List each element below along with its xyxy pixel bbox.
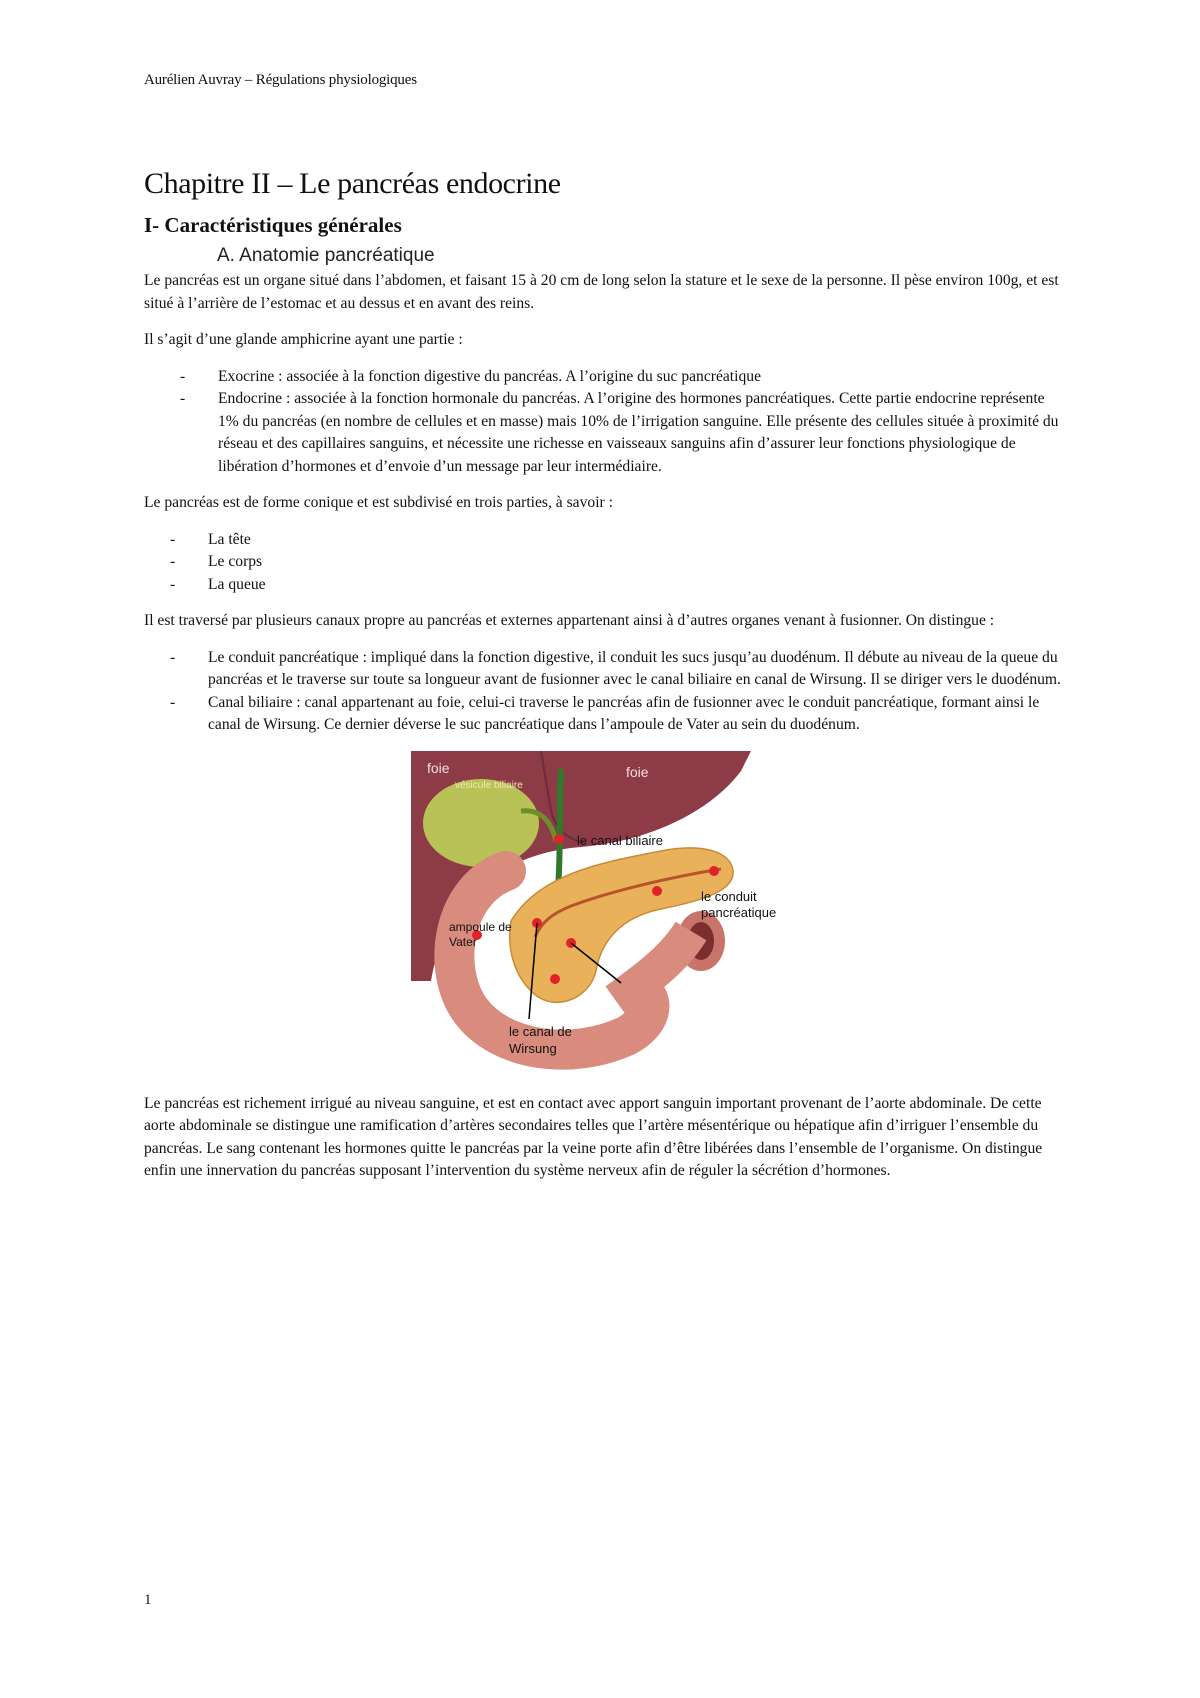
label-vesicule: vésicule biliaire	[455, 779, 523, 791]
list-canaux	[144, 647, 1064, 737]
marker-canal-biliaire	[554, 834, 564, 844]
list-item: - Le conduit pancréatique : impliqué dans la fonction digestive, il conduit les sucs jusqu’au duodénum. Il débute au niveau de la queue du pancréas et le traverse sur toute sa longueur avant de fusionner avec le canal biliaire en canal de Wirsung. Il se diriger vers le duodénum.	[144, 647, 1064, 692]
label-ampoule-1: ampoule de	[449, 919, 512, 934]
running-header: Aurélien Auvray – Régulations physiologiques	[144, 72, 417, 88]
label-wirsung-2: Wirsung	[509, 1040, 557, 1056]
label-canal-biliaire: le canal biliaire	[577, 832, 663, 848]
paragraph-canaux: Il est traversé par plusieurs canaux propre au pancréas et externes appartenant ainsi à d’autres organes venant à fusionner. On distingue :	[144, 612, 995, 629]
label-conduit-2: pancréatique	[701, 904, 777, 920]
list-item: - La queue	[144, 574, 1064, 597]
list-item: - Canal biliaire : canal appartenant au foie, celui-ci traverse le pancréas afin de fusionner avec le conduit pancréatique, formant ainsi le canal de Wirsung. Ce dernier déverse le suc pancréatique dans l’ampoule de Vater au sein du duodénum.	[144, 692, 1064, 737]
paragraph-intro: Le pancréas est un organe situé dans l’abdomen, et faisant 15 à 20 cm de long selon la stature et le sexe de la personne. Il pèse environ 100g, et est situé à l’arrière de l’estomac et au dessus et en avant des reins.	[144, 272, 1059, 312]
list-item: - Endocrine : associée à la fonction hormonale du pancréas. A l’origine des hormones pancréatiques. Cette partie endocrine représente 1% du pancréas (en nombre de cellules et en masse) mais 10% de l’irrigation sanguine. Elle présente des cellules située à proximité du réseau et des capillaires sanguins, et nécessite une richesse en vaisseaux sanguins afin d’assurer leur fonctions physiologique de libération d’hormones et d’envoie d’un message par leur intermédiaire.	[144, 388, 1064, 478]
label-foie-left: foie	[427, 759, 450, 776]
subsection-title: A. Anatomie pancréatique	[217, 245, 435, 266]
pancreas-anatomy-figure	[411, 751, 777, 1077]
page-number: 1	[144, 1592, 152, 1608]
list-item: - Exocrine : associée à la fonction digestive du pancréas. A l’origine du suc pancréatique	[144, 366, 1064, 389]
label-conduit-1: le conduit	[701, 888, 757, 904]
jejunum-shape	[616, 931, 691, 1001]
label-ampoule-2: Vater	[449, 934, 477, 949]
chapter-title: Chapitre II – Le pancréas endocrine	[144, 167, 561, 200]
label-wirsung-1: le canal de	[509, 1023, 572, 1039]
marker-conduit	[709, 866, 719, 876]
paragraph-irrigation: Le pancréas est richement irrigué au niveau sanguine, et est en contact avec apport sanguin important provenant de l’aorte abdominale. De cette aorte abdominale se distingue une ramification d’artères secondaires telles que l’artère mésentérique ou hépatique afin d’irriguer l’ensemble du pancréas. Le sang contenant les hormones quitte le pancréas par la veine porte afin d’être libérées dans l’ensemble de l’organisme. On distingue enfin une innervation du pancréas supposant l’intervention du système nerveux afin de réguler la sécrétion d’hormones.	[144, 1094, 1043, 1179]
page-content	[144, 166, 1064, 1197]
paragraph-amphicrine: Il s’agit d’une glande amphicrine ayant une partie :	[144, 331, 463, 348]
label-foie-right: foie	[626, 763, 649, 780]
paragraph-forme: Le pancréas est de forme conique et est subdivisé en trois parties, à savoir :	[144, 494, 613, 511]
list-item: - Le corps	[144, 551, 1064, 574]
marker-duodenum	[550, 974, 560, 984]
list-glande	[144, 366, 1064, 479]
list-parties	[144, 529, 1064, 597]
section-title: I- Caractéristiques générales	[144, 213, 402, 237]
marker-conduit-2	[652, 886, 662, 896]
pancreas-illustration	[411, 751, 777, 1077]
gallbladder-shape	[423, 779, 539, 867]
list-item: - La tête	[144, 529, 1064, 552]
